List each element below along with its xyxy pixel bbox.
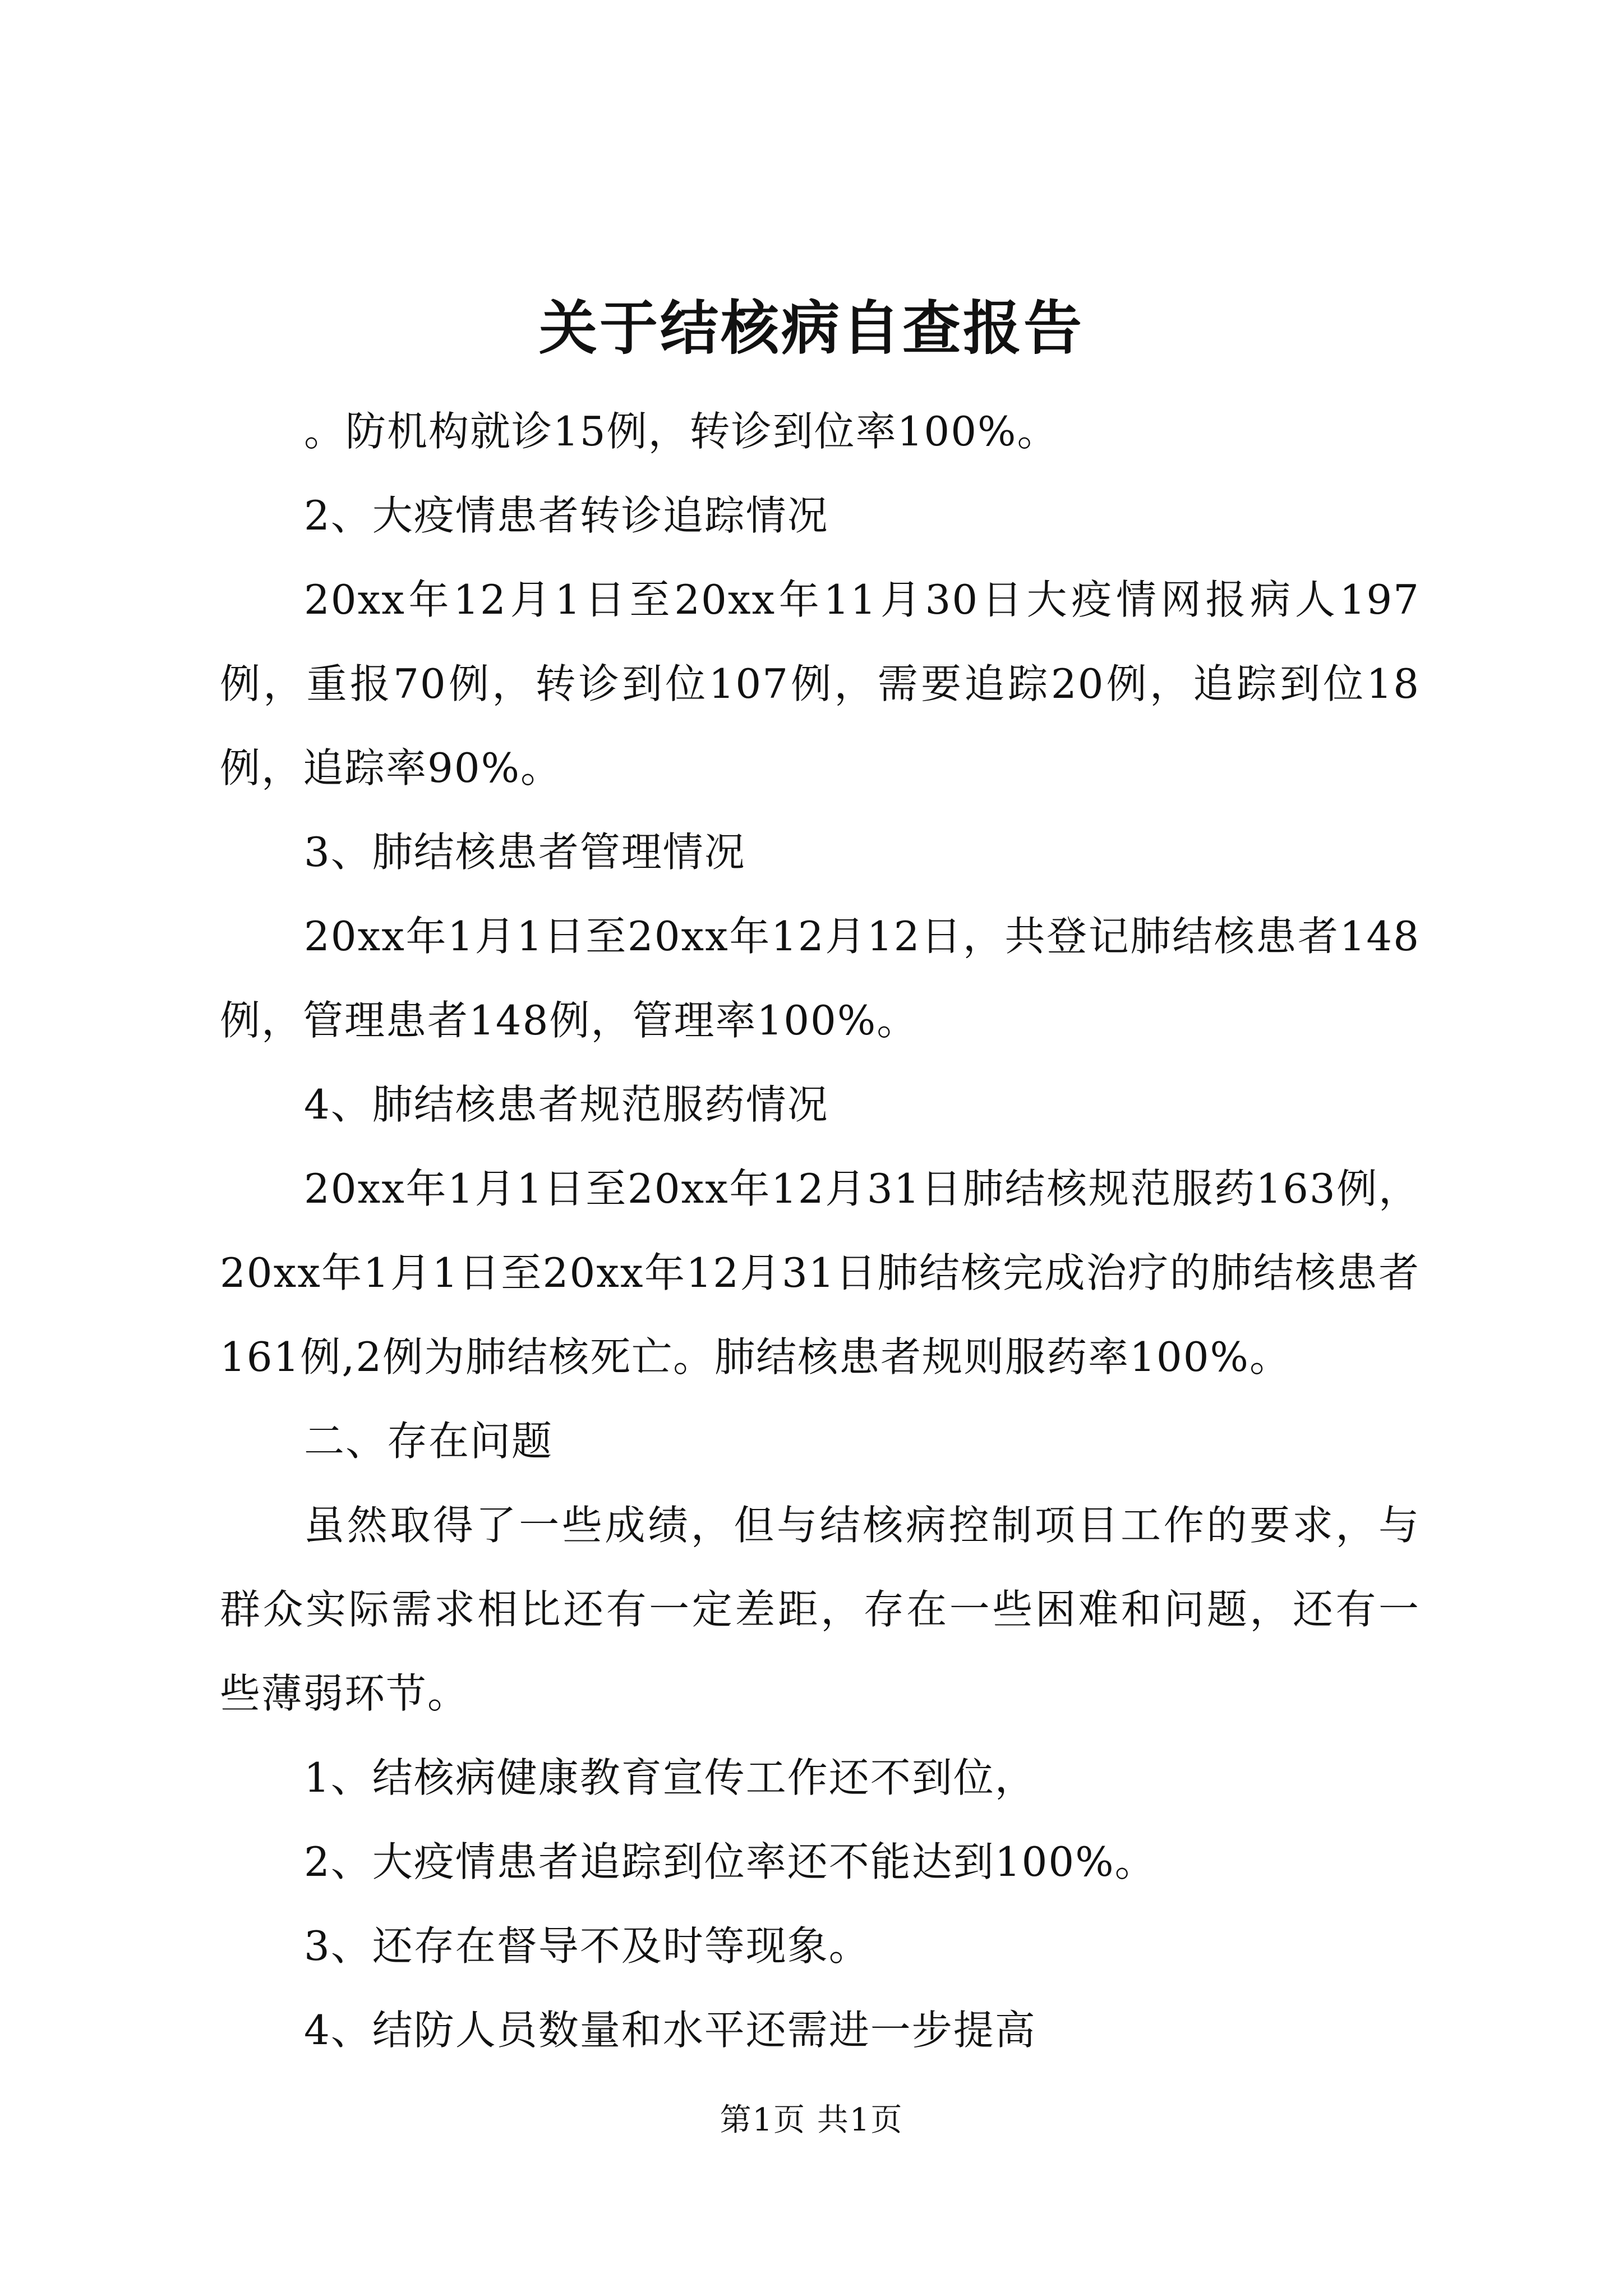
paragraph-1: 。防机构就诊15例，转诊到位率100%。	[304, 408, 1059, 455]
paragraph-7: 20xx年1月1日至20xx年12月31日肺结核规范服药163例，20xx年1月1日至20xx年12月31日肺结核完成治疗的肺结核患者161例,2例为肺结核死亡。肺结核患者规则服药率100%。	[220, 1165, 1420, 1381]
page-footer: 第1页 共1页	[720, 2102, 903, 2138]
paragraph-5: 20xx年1月1日至20xx年12月12日，共登记肺结核患者148例，管理患者148例，管理率100%。	[220, 913, 1420, 1044]
section-heading-2: 2、大疫情患者转诊追踪情况	[304, 492, 829, 539]
section-heading-4: 4、肺结核患者规范服药情况	[304, 1081, 829, 1128]
document-title: 关于结核病自查报告	[538, 293, 1084, 362]
section-heading-3: 3、肺结核患者管理情况	[304, 829, 746, 876]
document-body	[220, 389, 1420, 2072]
problem-item-4: 4、结防人员数量和水平还需进一步提高	[304, 2007, 1036, 2054]
problem-item-3: 3、还存在督导不及时等现象。	[304, 1922, 870, 1970]
section-heading-problems: 二、存在问题	[304, 1418, 554, 1465]
problem-item-1: 1、结核病健康教育宣传工作还不到位，	[304, 1754, 1036, 1801]
paragraph-3: 20xx年12月1日至20xx年11月30日大疫情网报病人197例，重报70例，转诊到位107例，需要追踪20例，追踪到位18例，追踪率90%。	[220, 576, 1420, 792]
paragraph-9: 虽然取得了一些成绩，但与结核病控制项目工作的要求，与群众实际需求相比还有一定差距，存在一些困难和问题，还有一些薄弱环节。	[220, 1502, 1420, 1717]
problem-item-2: 2、大疫情患者追踪到位率还不能达到100%。	[304, 1838, 1156, 1885]
